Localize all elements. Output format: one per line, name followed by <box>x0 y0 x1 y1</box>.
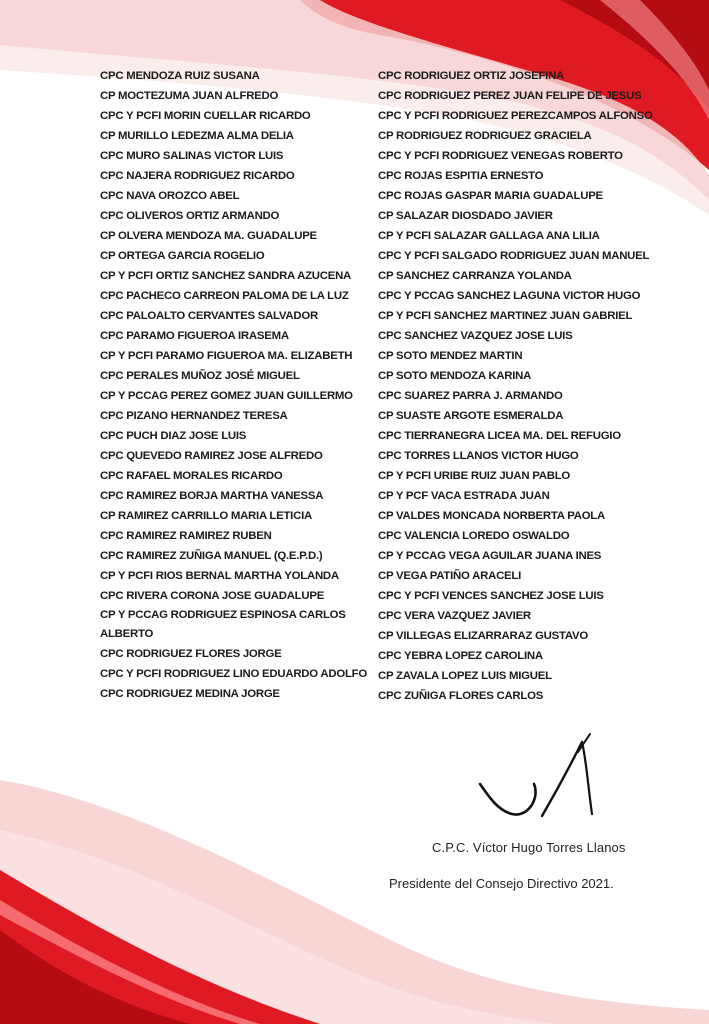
member-name: CPC SUAREZ PARRA J. ARMANDO <box>378 390 563 402</box>
member-name: CPC RODRIGUEZ MEDINA JORGE <box>100 688 280 700</box>
member-name: CPC RODRIGUEZ PEREZ JUAN FELIPE DE JESUS <box>378 90 642 102</box>
member-name: CPC ROJAS ESPITIA ERNESTO <box>378 170 544 182</box>
member-name: CP SOTO MENDEZ MARTIN <box>378 350 523 362</box>
member-name: CP Y PCFI PARAMO FIGUEROA MA. ELIZABETH <box>100 350 353 362</box>
member-name: CPC VERA VAZQUEZ JAVIER <box>378 610 531 622</box>
member-name: CPC TORRES LLANOS VICTOR HUGO <box>378 450 579 462</box>
member-name: CPC RODRIGUEZ FLORES JORGE <box>100 648 282 660</box>
member-name: CP SANCHEZ CARRANZA YOLANDA <box>378 270 572 282</box>
member-name: CP SALAZAR DIOSDADO JAVIER <box>378 210 553 222</box>
member-name: CPC Y PCFI SALGADO RODRIGUEZ JUAN MANUEL <box>378 250 650 262</box>
member-name: CPC ROJAS GASPAR MARIA GUADALUPE <box>378 190 603 202</box>
member-name: CPC RAMIREZ ZUÑIGA MANUEL (Q.E.P.D.) <box>100 550 323 562</box>
member-name: CP Y PCCAG VEGA AGUILAR JUANA INES <box>378 550 602 562</box>
member-name: CPC Y PCFI RODRIGUEZ VENEGAS ROBERTO <box>378 150 623 162</box>
handwritten-signature <box>470 728 610 828</box>
signatory-title: Presidente del Consejo Directivo 2021. <box>389 876 614 891</box>
member-name: CPC PUCH DIAZ JOSE LUIS <box>100 430 247 442</box>
member-name: CP SUASTE ARGOTE ESMERALDA <box>378 410 564 422</box>
member-name: CPC RODRIGUEZ ORTIZ JOSEFINA <box>378 70 565 82</box>
member-name: CPC MURO SALINAS VICTOR LUIS <box>100 150 284 162</box>
member-name: CP OLVERA MENDOZA MA. GUADALUPE <box>100 230 317 242</box>
member-name: CP VILLEGAS ELIZARRARAZ GUSTAVO <box>378 630 588 642</box>
member-name: CPC MENDOZA RUIZ SUSANA <box>100 70 260 82</box>
member-name: CP Y PCCAG PEREZ GOMEZ JUAN GUILLERMO <box>100 390 353 402</box>
member-name: CPC PARAMO FIGUEROA IRASEMA <box>100 330 289 342</box>
member-name: CPC ZUÑIGA FLORES CARLOS <box>378 690 544 702</box>
member-name: CP ORTEGA GARCIA ROGELIO <box>100 250 265 262</box>
member-name: CPC QUEVEDO RAMIREZ JOSE ALFREDO <box>100 450 323 462</box>
member-name: CPC VALENCIA LOREDO OSWALDO <box>378 530 570 542</box>
member-name: CPC Y PCFI RODRIGUEZ LINO EDUARDO ADOLFO <box>100 668 367 680</box>
member-name: CPC RAMIREZ RAMIREZ RUBEN <box>100 530 272 542</box>
member-name: CPC Y PCFI VENCES SANCHEZ JOSE LUIS <box>378 590 604 602</box>
member-name: CP Y PCFI RIOS BERNAL MARTHA YOLANDA <box>100 570 339 582</box>
member-name: CPC PIZANO HERNANDEZ TERESA <box>100 410 288 422</box>
member-name: CP MOCTEZUMA JUAN ALFREDO <box>100 90 279 102</box>
member-name: CP Y PCCAG RODRIGUEZ ESPINOSA CARLOS ALBERTO <box>100 609 346 640</box>
member-name: CP MURILLO LEDEZMA ALMA DELIA <box>100 130 294 142</box>
signatory-name: C.P.C. Víctor Hugo Torres Llanos <box>432 840 626 855</box>
member-name: CP Y PCF VACA ESTRADA JUAN <box>378 490 550 502</box>
member-name: CPC Y PCFI MORIN CUELLAR RICARDO <box>100 110 311 122</box>
member-name: CPC PALOALTO CERVANTES SALVADOR <box>100 310 318 322</box>
member-name: CP ZAVALA LOPEZ LUIS MIGUEL <box>378 670 552 682</box>
member-name: CPC Y PCFI RODRIGUEZ PEREZCAMPOS ALFONSO <box>378 110 653 122</box>
member-name: CPC Y PCCAG SANCHEZ LAGUNA VICTOR HUGO <box>378 290 641 302</box>
member-name: CPC PACHECO CARREON PALOMA DE LA LUZ <box>100 290 349 302</box>
member-name: CPC NAVA OROZCO ABEL <box>100 190 240 202</box>
member-name: CPC RAMIREZ BORJA MARTHA VANESSA <box>100 490 324 502</box>
member-name: CPC TIERRANEGRA LICEA MA. DEL REFUGIO <box>378 430 621 442</box>
member-name: CPC RAFAEL MORALES RICARDO <box>100 470 283 482</box>
member-name: CP RODRIGUEZ RODRIGUEZ GRACIELA <box>378 130 592 142</box>
member-list-left <box>100 66 375 704</box>
member-name: CP VALDES MONCADA NORBERTA PAOLA <box>378 510 605 522</box>
member-name: CPC RIVERA CORONA JOSE GUADALUPE <box>100 590 325 602</box>
member-name: CP Y PCFI SALAZAR GALLAGA ANA LILIA <box>378 230 600 242</box>
member-name: CP VEGA PATIÑO ARACELI <box>378 570 522 582</box>
member-list-right <box>378 66 678 706</box>
member-name: CP Y PCFI SANCHEZ MARTINEZ JUAN GABRIEL <box>378 310 633 322</box>
member-name: CP SOTO MENDOZA KARINA <box>378 370 532 382</box>
member-name: CP Y PCFI ORTIZ SANCHEZ SANDRA AZUCENA <box>100 270 352 282</box>
member-name: CPC OLIVEROS ORTIZ ARMANDO <box>100 210 280 222</box>
member-name: CP RAMIREZ CARRILLO MARIA LETICIA <box>100 510 312 522</box>
member-name: CPC YEBRA LOPEZ CAROLINA <box>378 650 543 662</box>
member-name: CP Y PCFI URIBE RUIZ JUAN PABLO <box>378 470 571 482</box>
member-name: CPC PERALES MUÑOZ JOSÉ MIGUEL <box>100 370 300 382</box>
member-name: CPC SANCHEZ VAZQUEZ JOSE LUIS <box>378 330 573 342</box>
member-name: CPC NAJERA RODRIGUEZ RICARDO <box>100 170 295 182</box>
